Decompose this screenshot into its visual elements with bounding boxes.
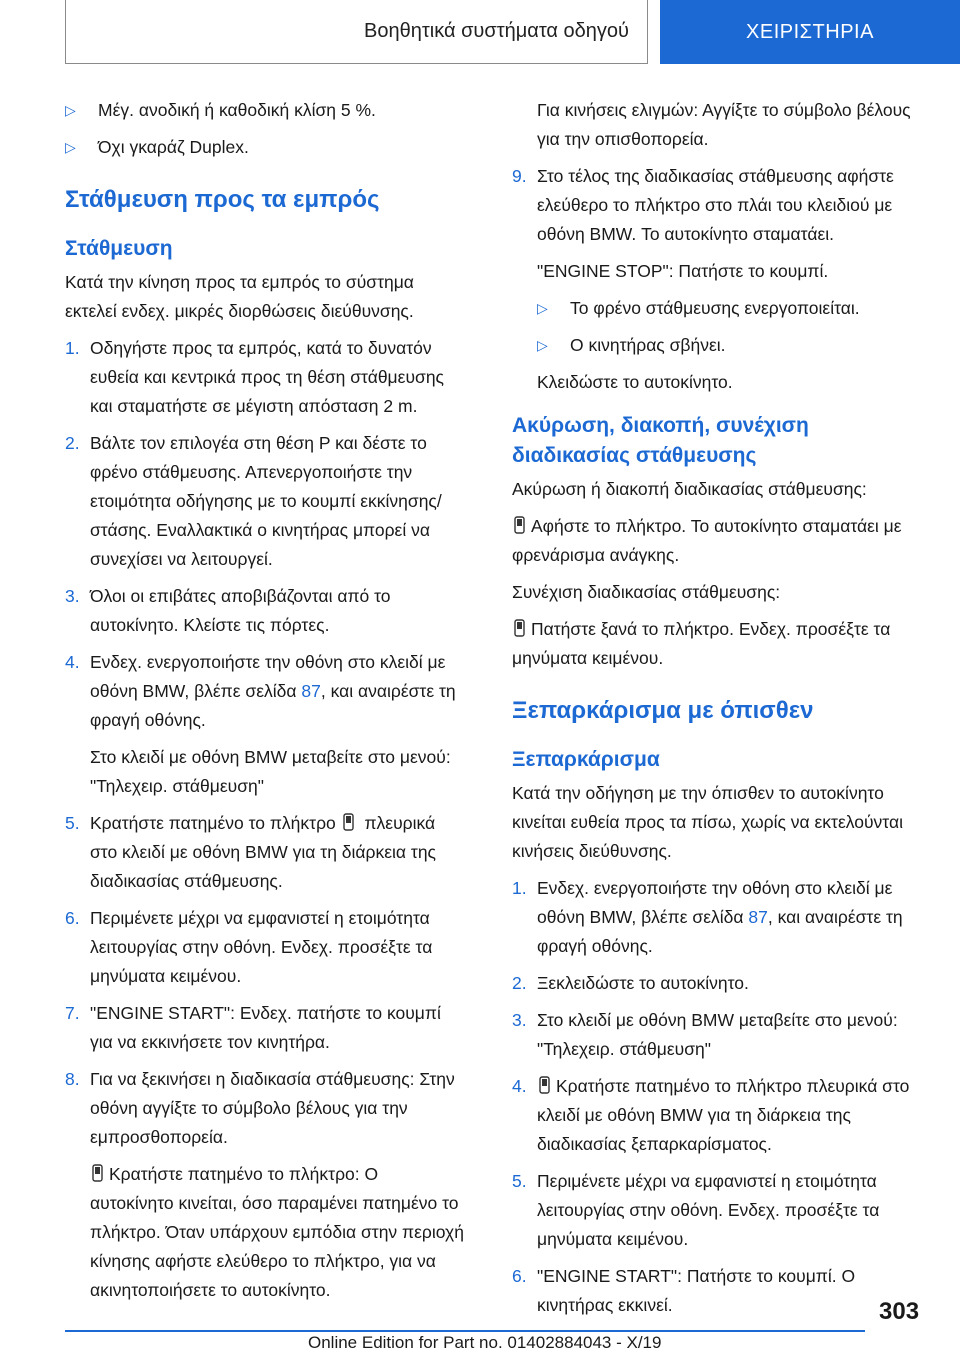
step-6: 6. Περιμένετε μέχρι να εμφανιστεί η ετοιμότητα λειτουργίας στην οθόνη. Ενδεχ. προσέξτε τα μηνύματα κειμένου. (65, 908, 433, 986)
subsection-heading: Στάθμευση (65, 237, 173, 260)
step-5: 5. Κρατήστε πατημένο το πλήκτρο πλευρικά στο κλειδί με οθόνη BMW για τη διάρκεια της διαδικασίας στάθμευσης. (65, 813, 436, 891)
key-button-icon (514, 619, 525, 637)
list-item: ▷ Το φρένο στάθμευσης ενεργοποιείται. (512, 294, 912, 323)
step-note: "ENGINE STOP": Πατήστε το κουμπί. (537, 261, 829, 281)
step-4: 4. Ενδεχ. ενεργοποιήστε την οθόνη στο κλειδί με οθόνη BMW, βλέπε σελίδα 87, και αναιρέστε τη φραγή οθόνης. (65, 652, 456, 730)
page-link[interactable]: 87 (748, 907, 768, 927)
paragraph: Ακύρωση ή διακοπή διαδικασίας στάθμευσης: (512, 479, 867, 499)
chapter-tab[interactable]: ΧΕΙΡΙΣΤΗΡΙΑ (660, 0, 960, 64)
paragraph: Κατά την κίνηση προς τα εμπρός το σύστημα εκτελεί ενδεχ. μικρές διορθώσεις διεύθυνσης. (65, 272, 414, 321)
step-3: 3. Όλοι οι επιβάτες αποβιβάζονται από το αυτοκίνητο. Κλείστε τις πόρτες. (65, 586, 391, 635)
step-9: 9. Στο τέλος της διαδικασίας στάθμευσης αφήστε ελεύθερο το πλήκτρο στο πλάι του κλειδιού με οθόνη BMW. Το αυτοκίνητο σταματάει. (512, 166, 894, 244)
list-item: ▷ Όχι γκαράζ Duplex. (65, 133, 465, 162)
paragraph: Αφήστε το πλήκτρο. Το αυτοκίνητο σταματάει με φρενάρισμα ανάγκης. (512, 516, 902, 565)
step-note: Για κινήσεις ελιγμών: Αγγίξτε το σύμβολο βέλους για την οπισθοπορεία. (537, 100, 911, 149)
step-2: 2. Βάλτε τον επιλογέα στη θέση P και δέστε το φρένο στάθμευσης. Απενεργοποιήστε την ετοιμότητα οδήγησης με το κουμπί εκκίνησης/στάσης. Εναλλακτικά ο κινητήρας μπορεί να συνεχίσει να λειτουργεί. (65, 433, 442, 569)
right-column (512, 96, 912, 1328)
step-8: 8. Για να ξεκινήσει η διαδικασία στάθμευσης: Στην οθόνη αγγίξτε το σύμβολο βέλους για την εμπροσθοπορεία. (65, 1069, 455, 1147)
list-item: ▷ Ο κινητήρας σβήνει. (512, 331, 912, 360)
step-4: 4. Κρατήστε πατημένο το πλήκτρο πλευρικά στο κλειδί με οθόνη BMW για τη διάρκεια της διαδικασίας ξεπαρκαρίσματος. (512, 1076, 910, 1154)
section-heading: Ξεπαρκάρισμα με όπισθεν (512, 697, 814, 724)
step-1: 1. Οδηγήστε προς τα εμπρός, κατά το δυνατόν ευθεία και κεντρικά προς τη θέση στάθμευσης και σταματήστε σε μέγιστη απόσταση 2 m. (65, 338, 444, 416)
step-5: 5. Περιμένετε μέχρι να εμφανιστεί η ετοιμότητα λειτουργίας στην οθόνη. Ενδεχ. προσέξτε τα μηνύματα κειμένου. (512, 1171, 880, 1249)
key-button-icon (92, 1164, 103, 1182)
paragraph: Πατήστε ξανά το πλήκτρο. Ενδεχ. προσέξτε τα μηνύματα κειμένου. (512, 619, 891, 668)
step-7: 7. "ENGINE START": Ενδεχ. πατήστε το κουμπί για να εκκινήσετε τον κινητήρα. (65, 1003, 441, 1052)
triangle-bullet-icon: ▷ (65, 102, 76, 118)
subsection-heading: Ακύρωση, διακοπή, συνέχιση διαδικασίας στάθμευσης (512, 414, 809, 467)
key-button-icon (539, 1076, 550, 1094)
page-link[interactable]: 87 (301, 681, 321, 701)
page-header (65, 0, 960, 64)
step-note: Κρατήστε πατημένο το πλήκτρο: Ο αυτοκίνητο κινείται, όσο παραμένει πατημένο το πλήκτρο. Όταν υπάρχουν εμπόδια στην περιοχή κίνησης αφήστε ελεύθερο το πλήκτρο, για να ακινητοποιήσετε το αυτοκίνητο. (90, 1164, 464, 1300)
triangle-bullet-icon: ▷ (537, 300, 548, 316)
paragraph: Κατά την οδήγηση με την όπισθεν το αυτοκίνητο κινείται ευθεία προς τα πίσω, χωρίς να εκτελούνται κινήσεις διεύθυνσης. (512, 783, 903, 861)
step-2: 2. Ξεκλειδώστε το αυτοκίνητο. (512, 973, 749, 993)
section-title: Βοηθητικά συστήματα οδηγού (65, 0, 648, 64)
step-note: Στο κλειδί με οθόνη BMW μεταβείτε στο μενού: "Τηλεχειρ. στάθμευση" (90, 747, 451, 796)
step-note: Κλειδώστε το αυτοκίνητο. (537, 372, 733, 392)
key-button-icon (343, 813, 354, 831)
page-number: 303 (879, 1298, 920, 1325)
triangle-bullet-icon: ▷ (65, 139, 76, 155)
left-column (65, 96, 465, 1313)
step-1: 1. Ενδεχ. ενεργοποιήστε την οθόνη στο κλειδί με οθόνη BMW, βλέπε σελίδα 87, και αναιρέστε τη φραγή οθόνης. (512, 878, 903, 956)
subsection-heading: Ξεπαρκάρισμα (512, 748, 660, 771)
triangle-bullet-icon: ▷ (537, 337, 548, 353)
list-item: ▷ Μέγ. ανοδική ή καθοδική κλίση 5 %. (65, 96, 465, 125)
paragraph: Συνέχιση διαδικασίας στάθμευσης: (512, 582, 781, 602)
step-3: 3. Στο κλειδί με οθόνη BMW μεταβείτε στο μενού: "Τηλεχειρ. στάθμευση" (512, 1010, 898, 1059)
key-button-icon (514, 516, 525, 534)
step-6: 6. "ENGINE START": Πατήστε το κουμπί. Ο κινητήρας εκκινεί. (512, 1266, 856, 1315)
edition-note: Online Edition for Part no. 01402884043 - X/19 (308, 1333, 662, 1352)
section-heading: Στάθμευση προς τα εμπρός (65, 186, 380, 213)
footer-divider (65, 1330, 865, 1332)
